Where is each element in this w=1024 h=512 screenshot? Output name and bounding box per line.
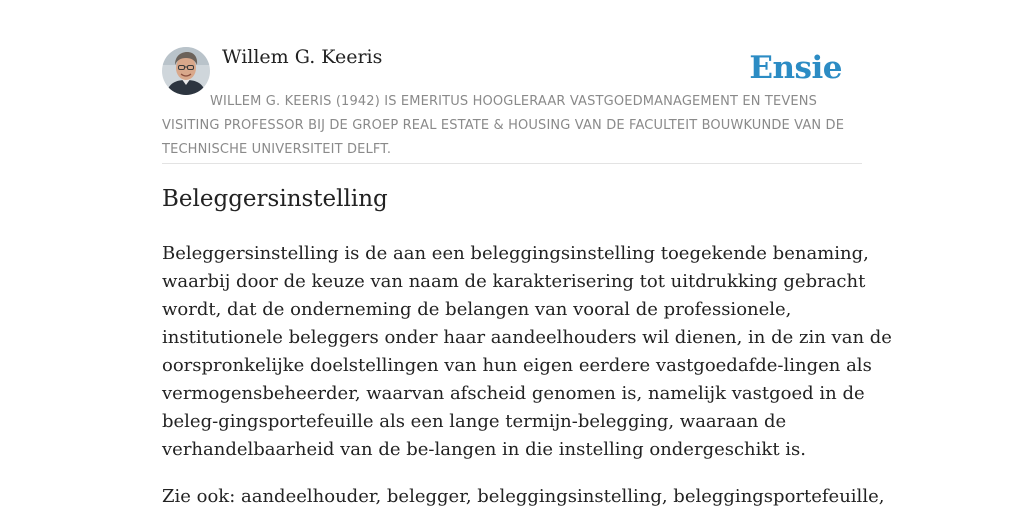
article-body xyxy=(162,240,892,464)
body-line: waarbij door de keuze van naam de karakterisering tot uitdrukking gebracht xyxy=(162,271,866,292)
body-line: wordt, dat de onderneming de belangen van vooral de professionele, xyxy=(162,299,792,320)
body-line: institutionele beleggers onder haar aandeelhouders wil dienen, in de zin van de xyxy=(162,327,892,348)
author-avatar[interactable] xyxy=(162,47,210,95)
author-bio: WILLEM G. KEERIS (1942) IS EMERITUS HOOGLERAAR VASTGOEDMANAGEMENT EN TEVENS VISITING PROFESSOR BIJ DE GROEP REAL ESTATE & HOUSING VAN DE FACULTEIT BOUWKUNDE VAN DE TECHNISCHE UNIVERSITEIT DELFT. xyxy=(162,94,845,157)
brand-logo[interactable]: Ensie xyxy=(749,50,842,86)
author-name[interactable]: Willem G. Keeris xyxy=(222,46,383,68)
body-line: beleg-gingsportefeuille als een lange termijn-belegging, waaraan de xyxy=(162,411,787,432)
see-also: Zie ook: aandeelhouder, belegger, beleggingsinstelling, beleggingsportefeuille, xyxy=(162,486,885,507)
body-line: vermogensbeheerder, waarvan afscheid genomen is, namelijk vastgoed in de xyxy=(162,383,865,404)
body-line: Beleggersinstelling is de aan een beleggingsinstelling toegekende benaming, xyxy=(162,243,869,264)
article-title: Beleggersinstelling xyxy=(162,186,388,212)
divider xyxy=(162,163,862,164)
body-line: oorspronkelijke doelstellingen van hun eigen eerdere vastgoedafde-lingen als xyxy=(162,355,872,376)
body-line: verhandelbaarheid van de be-langen in die instelling ondergeschikt is. xyxy=(162,439,806,460)
avatar-portrait-icon xyxy=(162,47,210,95)
